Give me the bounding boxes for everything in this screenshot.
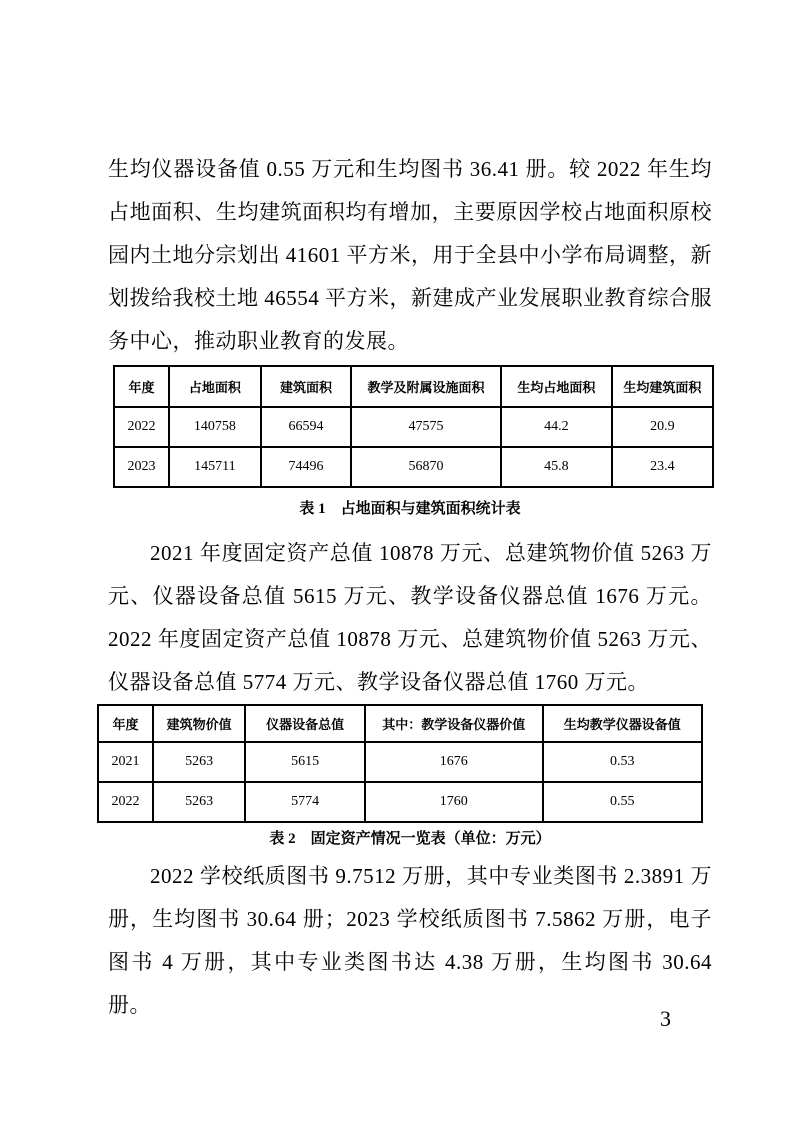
- t2-th-equipment-total-value: 仪器设备总值: [245, 705, 365, 742]
- table-cell: 0.53: [543, 742, 703, 782]
- paragraph-2: 2021 年度固定资产总值 10878 万元、总建筑物价值 5263 万元、仪器设备总值 5615 万元、教学设备仪器总值 1676 万元。2022 年度固定资产总值 10878 万元、总建筑物价值 5263 万元、仪器设备总值 5774 万元、教学设备仪器总值 1760 万元。: [108, 541, 712, 694]
- page-number: 3: [660, 1006, 671, 1031]
- table-cell: 1760: [365, 782, 543, 822]
- paragraph-3: 2022 学校纸质图书 9.7512 万册，其中专业类图书 2.3891 万册，生均图书 30.64 册；2023 学校纸质图书 7.5862 万册，电子图书 4 万册，其中专业类图书达 4.38 万册，生均图书 30.64 册。: [108, 864, 712, 1017]
- t1-th-building-area: 建筑面积: [261, 366, 351, 407]
- t1-th-land-area: 占地面积: [169, 366, 261, 407]
- page-content: [108, 0, 712, 1027]
- table-cell: 5615: [245, 742, 365, 782]
- t2-th-per-capita-teaching-equipment: 生均教学仪器设备值: [543, 705, 703, 742]
- t1-th-per-capita-building-area: 生均建筑面积: [612, 366, 713, 407]
- table-2-header-row: [98, 705, 702, 742]
- table-cell: 2022: [98, 782, 153, 822]
- table-cell: 2023: [114, 447, 169, 487]
- table-cell: 74496: [261, 447, 351, 487]
- table-cell: 0.55: [543, 782, 703, 822]
- table-1-caption: 表 1 占地面积与建筑面积统计表: [299, 501, 521, 517]
- t2-th-year: 年度: [98, 705, 153, 742]
- table-cell: 5263: [153, 742, 245, 782]
- table-cell: 5263: [153, 782, 245, 822]
- table-cell: 20.9: [612, 407, 713, 447]
- table-cell: 140758: [169, 407, 261, 447]
- table-cell: 56870: [351, 447, 501, 487]
- table-cell: 1676: [365, 742, 543, 782]
- table-2-caption: 表 2 固定资产情况一览表（单位：万元）: [269, 831, 551, 847]
- table-cell: 145711: [169, 447, 261, 487]
- table-1-header-row: [114, 366, 713, 407]
- table-2: [97, 704, 703, 823]
- table-cell: 23.4: [612, 447, 713, 487]
- table-row: [98, 742, 702, 782]
- table-cell: 66594: [261, 407, 351, 447]
- t2-th-teaching-equipment-value: 其中：教学设备仪器价值: [365, 705, 543, 742]
- t1-th-teaching-facility-area: 教学及附属设施面积: [351, 366, 501, 407]
- table-cell: 45.8: [501, 447, 612, 487]
- table-row: [114, 447, 713, 487]
- table-cell: 5774: [245, 782, 365, 822]
- table-cell: 2022: [114, 407, 169, 447]
- table-1: [113, 365, 714, 488]
- t1-th-per-capita-land-area: 生均占地面积: [501, 366, 612, 407]
- table-row: [98, 782, 702, 822]
- table-cell: 47575: [351, 407, 501, 447]
- t2-th-building-value: 建筑物价值: [153, 705, 245, 742]
- paragraph-1: 生均仪器设备值 0.55 万元和生均图书 36.41 册。较 2022 年生均占地面积、生均建筑面积均有增加，主要原因学校占地面积原校园内土地分宗划出 41601 平方米，用于全县中小学布局调整，新划拨给我校土地 46554 平方米，新建成产业发展职业教育综合服务中心，推动职业教育的发展。: [108, 157, 712, 353]
- table-cell: 2021: [98, 742, 153, 782]
- table-row: [114, 407, 713, 447]
- table-cell: 44.2: [501, 407, 612, 447]
- t1-th-year: 年度: [114, 366, 169, 407]
